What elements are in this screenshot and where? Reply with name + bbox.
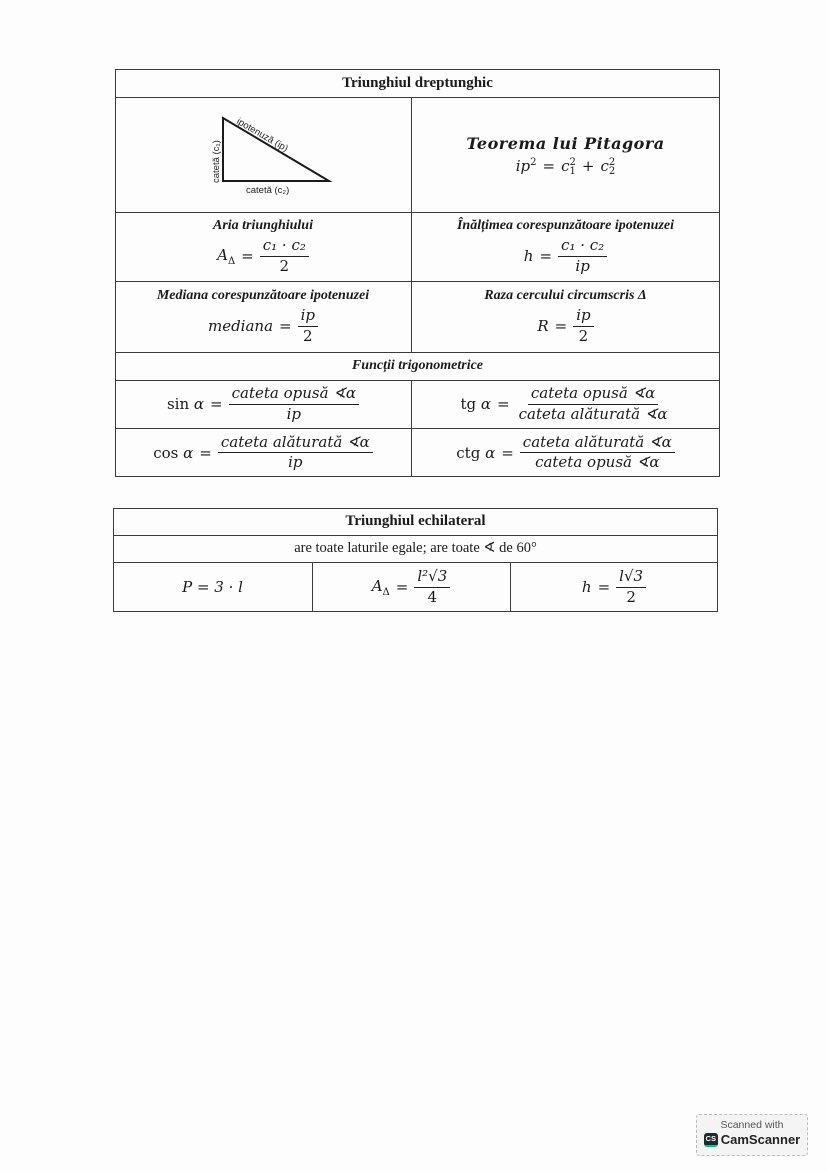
height-cell <box>411 212 720 281</box>
median-cell <box>115 281 411 352</box>
height-formula: h = $\frac{\text{c₁ · c₂}}{ip}$ <box>524 237 607 275</box>
leg1-label: catetă (c₁) <box>211 140 222 183</box>
pythagoras-cell <box>411 97 720 212</box>
tg-formula: tg α = $\frac{\text{cateta opusă ∢α}}{\text{cateta alăturată ∢α}}$ <box>460 385 670 423</box>
equilateral-height-cell <box>510 562 718 612</box>
pythagoras-formula: $ip^2$ = c 2 1 + c 2 2 <box>515 156 616 177</box>
watermark-brand: CamScanner <box>720 1132 801 1147</box>
ctg-formula: ctg α = $\frac{\text{cateta alăturată ∢α}}{\text{cateta opusă ∢α}}$ <box>456 434 674 472</box>
equilateral-description: are toate laturile egale; are toate ∢ de 60° <box>294 540 537 556</box>
camscanner-logo-icon: CS <box>704 1133 718 1147</box>
median-title: Mediana corespunzătoare ipotenuzei <box>156 288 370 304</box>
equilateral-description-cell <box>113 535 718 562</box>
fraction: $\frac{\text{cateta opusă ∢α}}{\text{cateta alăturată ∢α}}$ <box>518 384 668 423</box>
height-title: Înălțimea corespunzătoare ipotenuzei <box>456 218 675 234</box>
equilateral-height-formula: h = $\frac{l√3}{2}$ <box>582 568 646 606</box>
tg-cell <box>411 380 720 428</box>
camscanner-watermark <box>696 1114 808 1156</box>
fraction: $\frac{\text{cateta opusă ∢α}}{ip}$ <box>229 385 359 423</box>
triangle-figure-cell <box>115 97 411 212</box>
median-formula: mediana = $\frac{ip}{2}$ <box>208 307 318 345</box>
hypotenuse-label: ipotenuză (ip) <box>234 116 290 155</box>
cos-formula: cos α = $\frac{\text{cateta alăturată ∢α}}{ip}$ <box>153 434 373 472</box>
right-triangle-title-cell <box>115 69 720 97</box>
pythagoras-title: Teorema lui Pitagora <box>466 133 665 153</box>
circumradius-cell <box>411 281 720 352</box>
fraction: $\frac{\text{c₁ · c₂}}{2}$ <box>260 237 309 275</box>
fraction: $\frac{\text{cateta alăturată ∢α}}{\text{cateta opusă ∢α}}$ <box>520 434 675 472</box>
fraction: $\frac{\text{cateta alăturată ∢α}}{ip}$ <box>218 434 373 472</box>
area-title: Aria triunghiului <box>212 218 313 234</box>
leg2-label: catetă (c₂) <box>246 185 290 196</box>
right-triangle-figure <box>115 97 411 212</box>
area-cell <box>115 212 411 281</box>
equilateral-title: Triunghiul echilateral <box>345 513 486 529</box>
equilateral-area-formula: $A_\Delta$ = $\frac{\text{l²√3}}{4}$ <box>372 568 451 606</box>
fraction: $\frac{ip}{2}$ <box>298 307 318 345</box>
cos-cell <box>115 428 411 477</box>
right-triangle-title: Triunghiul dreptunghic <box>342 74 493 91</box>
equilateral-area-cell <box>312 562 510 612</box>
trig-title-cell <box>115 352 720 380</box>
watermark-caption: Scanned with <box>720 1119 784 1131</box>
sin-cell <box>115 380 411 428</box>
fraction: $\frac{\text{l²√3}}{4}$ <box>414 568 450 606</box>
circumradius-title: Raza cercului circumscris Δ <box>484 288 647 304</box>
circumradius-formula: R = $\frac{ip}{2}$ <box>537 307 593 345</box>
fraction: $\frac{l√3}{2}$ <box>616 568 646 606</box>
perimeter-formula: P = 3 · l <box>182 578 243 596</box>
fraction: $\frac{\text{c₁ · c₂}}{ip}$ <box>558 237 607 275</box>
perimeter-cell <box>113 562 312 612</box>
fraction: $\frac{ip}{2}$ <box>573 307 593 345</box>
equilateral-title-cell <box>113 508 718 535</box>
ctg-cell <box>411 428 720 477</box>
trig-title: Funcții trigonometrice <box>351 358 484 373</box>
area-formula: $A_\Delta$ = $\frac{\text{c₁ · c₂}}{2}$ <box>217 237 309 275</box>
sin-formula: sin α = $\frac{\text{cateta opusă ∢α}}{ip}$ <box>167 385 359 423</box>
